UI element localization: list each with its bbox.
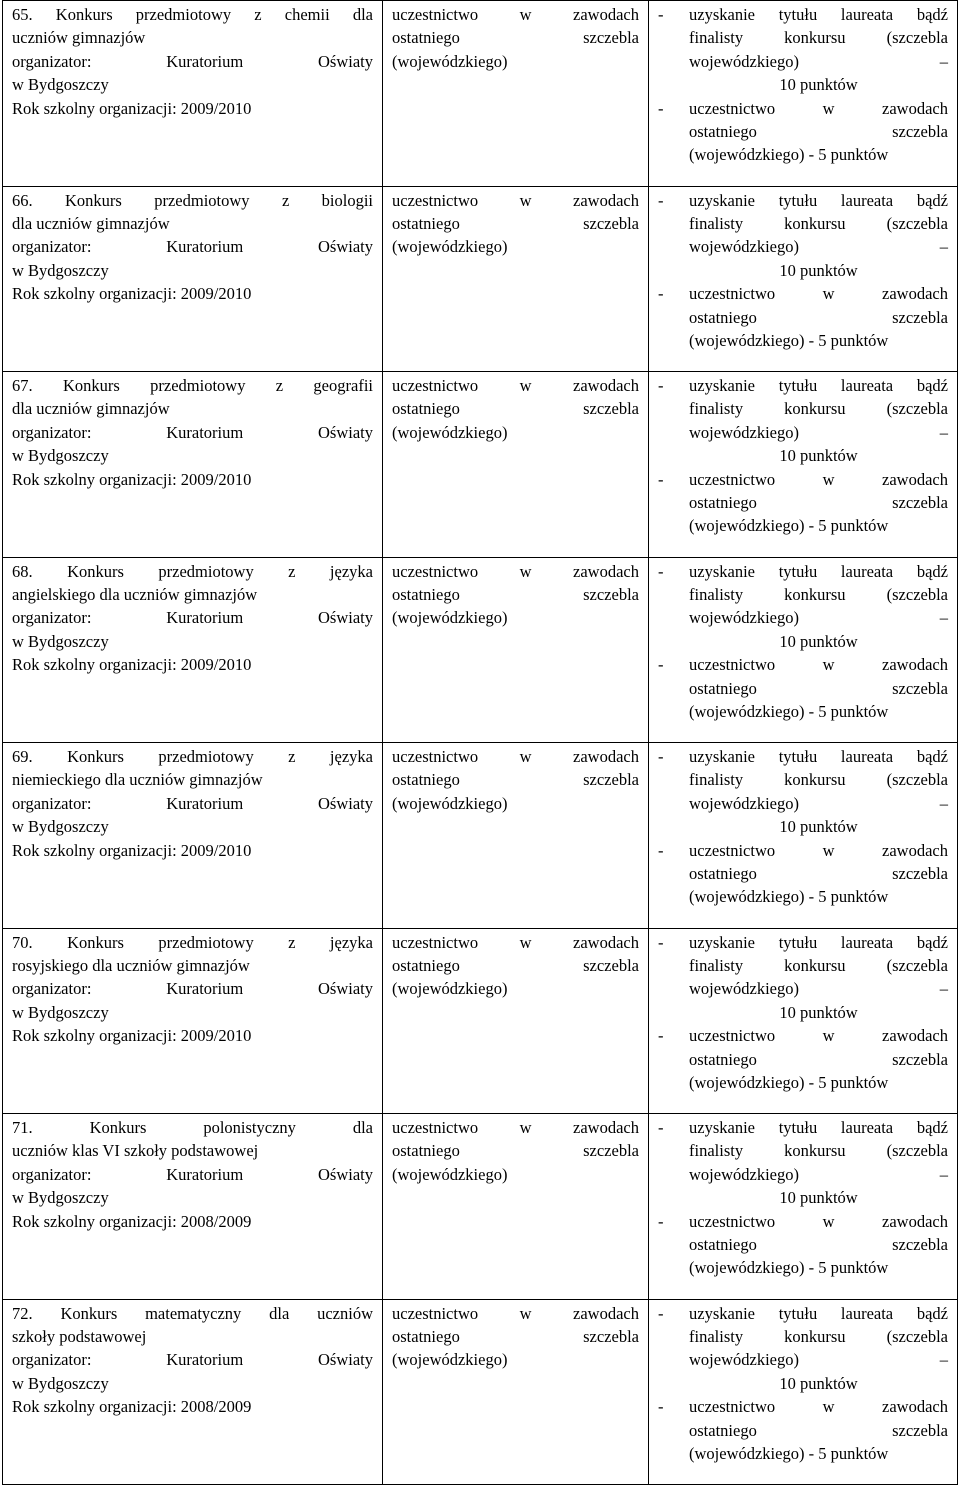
competition-row [3,1114,958,1300]
participation-line-3: (wojewódzkiego) [392,1350,508,1370]
participation-criterion-text [689,653,948,723]
school-year: Rok szkolny organizacji: 2009/2010 [12,469,252,489]
competition-heading-rest: uczniów gimnazjów [12,28,146,48]
laureate-criterion-dash: - [658,5,664,24]
participation-criterion-points: (wojewódzkiego) - 5 punktów [689,145,889,165]
competition-row [3,186,958,372]
competition-description-cell [3,557,383,743]
competition-row [3,557,958,743]
laureate-criterion [658,3,948,97]
organizer-city: w Bydgoszczy [12,1002,109,1022]
points-criteria-cell [649,1,958,187]
laureate-criterion-text [689,3,948,97]
competition-description-cell [3,928,383,1114]
participation-criterion-text [689,1210,948,1280]
participation-line-3: (wojewódzkiego) [392,51,508,71]
competition-description-cell [3,372,383,558]
school-year: Rok szkolny organizacji: 2009/2010 [12,1026,252,1046]
participation-requirement-cell [383,928,649,1114]
laureate-line-3: wojewódzkiego) – [689,1350,948,1370]
participation-line-2: ostatniego szczebla [392,955,639,975]
organizer-label: organizator: Kuratorium Oświaty [12,422,373,442]
participation-criterion-dash: - [658,1397,664,1417]
participation-criterion-line-2: ostatniego szczebla [689,864,948,884]
organizer-city: w Bydgoszczy [12,75,109,95]
participation-criterion-text [689,282,948,352]
laureate-line-3: wojewódzkiego) – [689,51,948,71]
competition-heading-rest: angielskiego dla uczniów gimnazjów [12,584,258,604]
participation-line-1: uczestnictwo w zawodach [392,747,639,766]
competition-heading-start: 71. Konkurs polonistyczny dla [12,1118,373,1137]
participation-line-3: (wojewódzkiego) [392,237,508,257]
participation-criterion-text [689,468,948,538]
laureate-criterion [658,931,948,1025]
laureate-criterion-text [689,560,948,654]
laureate-line-3: wojewódzkiego) – [689,793,948,813]
competition-heading-start: 66. Konkurs przedmiotowy z biologii [12,190,373,210]
laureate-criterion-dash: - [658,376,664,395]
organizer-label: organizator: Kuratorium Oświaty [12,793,373,813]
competition-heading-rest: rosyjskiego dla uczniów gimnazjów [12,955,250,975]
organizer-label: organizator: Kuratorium Oświaty [12,1350,373,1370]
participation-requirement-cell [383,1299,649,1485]
competitions-table [2,0,958,1485]
participation-line-2: ostatniego szczebla [392,770,639,790]
competition-heading-rest: dla uczniów gimnazjów [12,213,170,233]
participation-criterion-line-1: uczestnictwo w zawodach [689,469,948,489]
participation-criterion-points: (wojewódzkiego) - 5 punktów [689,1258,889,1278]
participation-criterion [658,1024,948,1094]
competition-row [3,928,958,1114]
participation-line-3: (wojewódzkiego) [392,793,508,813]
competitions-table-body [3,1,958,1485]
school-year: Rok szkolny organizacji: 2009/2010 [12,840,252,860]
points-criteria-cell [649,1299,958,1485]
participation-criterion-dash: - [658,1211,664,1231]
competition-heading-start: 70. Konkurs przedmiotowy z języka [12,932,373,952]
participation-criterion-dash: - [658,284,664,304]
laureate-line-2: finalisty konkursu (szczebla [689,399,948,419]
laureate-criterion-dash: - [658,190,664,210]
laureate-line-2: finalisty konkursu (szczebla [689,28,948,48]
school-year: Rok szkolny organizacji: 2009/2010 [12,655,252,675]
participation-criterion-points: (wojewódzkiego) - 5 punktów [689,701,889,721]
competition-heading-start: 68. Konkurs przedmiotowy z języka [12,561,373,581]
participation-criterion-dash: - [658,840,664,860]
participation-criterion-points: (wojewódzkiego) - 5 punktów [689,1072,889,1092]
competition-description-cell [3,1,383,187]
organizer-label: organizator: Kuratorium Oświaty [12,979,373,999]
laureate-criterion [658,374,948,468]
laureate-points: 10 punktów [779,1002,858,1022]
participation-requirement-cell [383,1114,649,1300]
participation-criterion-line-2: ostatniego szczebla [689,1420,948,1440]
participation-criterion-text [689,1395,948,1465]
laureate-line-1: uzyskanie tytułu laureata bądź [689,1303,948,1323]
laureate-criterion-text [689,189,948,283]
participation-criterion-points: (wojewódzkiego) - 5 punktów [689,1443,889,1463]
competition-description-cell [3,743,383,929]
laureate-points: 10 punktów [779,446,858,466]
laureate-points: 10 punktów [779,260,858,280]
points-criteria-cell [649,928,958,1114]
competition-row [3,372,958,558]
participation-requirement-cell [383,1,649,187]
participation-criterion-line-1: uczestnictwo w zawodach [689,840,948,860]
participation-criterion-line-2: ostatniego szczebla [689,678,948,698]
laureate-criterion-dash: - [658,561,664,581]
laureate-line-2: finalisty konkursu (szczebla [689,770,948,790]
participation-line-1: uczestnictwo w zawodach [392,561,639,581]
competition-heading-rest: dla uczniów gimnazjów [12,399,170,419]
participation-criterion-points: (wojewódzkiego) - 5 punktów [689,887,889,907]
participation-requirement-cell [383,372,649,558]
laureate-points: 10 punktów [779,1373,858,1393]
competition-description-cell [3,1114,383,1300]
participation-criterion-line-2: ostatniego szczebla [689,307,948,327]
participation-line-3: (wojewódzkiego) [392,422,508,442]
participation-line-1: uczestnictwo w zawodach [392,1118,639,1137]
laureate-criterion [658,1302,948,1396]
laureate-criterion [658,560,948,654]
participation-requirement-cell [383,186,649,372]
points-criteria-cell [649,557,958,743]
laureate-criterion-dash: - [658,747,664,766]
laureate-criterion-dash: - [658,1303,664,1323]
laureate-line-1: uzyskanie tytułu laureata bądź [689,561,948,581]
laureate-line-3: wojewódzkiego) – [689,1164,948,1184]
laureate-line-1: uzyskanie tytułu laureata bądź [689,747,948,766]
laureate-line-2: finalisty konkursu (szczebla [689,213,948,233]
laureate-points: 10 punktów [779,631,858,651]
participation-line-1: uczestnictwo w zawodach [392,190,639,210]
participation-criterion [658,468,948,538]
competition-row [3,1,958,187]
participation-criterion-line-2: ostatniego szczebla [689,122,948,142]
laureate-line-1: uzyskanie tytułu laureata bądź [689,5,948,24]
participation-requirement-cell [383,743,649,929]
participation-criterion-line-1: uczestnictwo w zawodach [689,1026,948,1046]
competition-row [3,743,958,929]
competition-description-cell [3,1299,383,1485]
laureate-points: 10 punktów [779,75,858,95]
laureate-criterion-text [689,931,948,1025]
organizer-city: w Bydgoszczy [12,260,109,280]
competition-row [3,1299,958,1485]
participation-requirement-cell [383,557,649,743]
participation-line-2: ostatniego szczebla [392,584,639,604]
laureate-line-3: wojewódzkiego) – [689,608,948,628]
laureate-criterion [658,745,948,839]
laureate-line-1: uzyskanie tytułu laureata bądź [689,190,948,210]
participation-criterion [658,97,948,167]
organizer-city: w Bydgoszczy [12,631,109,651]
laureate-line-2: finalisty konkursu (szczebla [689,1141,948,1161]
competition-heading-rest: szkoły podstawowej [12,1326,147,1346]
competition-heading-start: 69. Konkurs przedmiotowy z języka [12,747,373,766]
laureate-criterion-dash: - [658,1118,664,1137]
participation-criterion-dash: - [658,655,664,675]
points-criteria-cell [649,743,958,929]
laureate-line-2: finalisty konkursu (szczebla [689,955,948,975]
participation-criterion-dash: - [658,98,664,118]
participation-criterion [658,839,948,909]
participation-criterion-text [689,1024,948,1094]
participation-criterion-dash: - [658,1026,664,1046]
participation-line-2: ostatniego szczebla [392,399,639,419]
laureate-criterion-text [689,1302,948,1396]
laureate-line-1: uzyskanie tytułu laureata bądź [689,1118,948,1137]
participation-criterion [658,653,948,723]
organizer-city: w Bydgoszczy [12,1373,109,1393]
points-criteria-cell [649,372,958,558]
participation-criterion-line-1: uczestnictwo w zawodach [689,284,948,304]
participation-line-2: ostatniego szczebla [392,1326,639,1346]
points-criteria-cell [649,1114,958,1300]
participation-criterion-line-2: ostatniego szczebla [689,493,948,513]
laureate-line-2: finalisty konkursu (szczebla [689,584,948,604]
participation-criterion-line-2: ostatniego szczebla [689,1049,948,1069]
participation-criterion [658,1395,948,1465]
participation-line-1: uczestnictwo w zawodach [392,932,639,952]
competition-description-cell [3,186,383,372]
laureate-criterion-text [689,745,948,839]
participation-criterion [658,282,948,352]
competition-heading-start: 65. Konkurs przedmiotowy z chemii dla [12,5,373,24]
participation-criterion-points: (wojewódzkiego) - 5 punktów [689,516,889,536]
laureate-line-3: wojewódzkiego) – [689,422,948,442]
participation-line-2: ostatniego szczebla [392,28,639,48]
laureate-points: 10 punktów [779,817,858,837]
laureate-criterion [658,1116,948,1210]
organizer-label: organizator: Kuratorium Oświaty [12,1164,373,1184]
school-year: Rok szkolny organizacji: 2008/2009 [12,1397,252,1417]
laureate-line-3: wojewódzkiego) – [689,979,948,999]
participation-criterion-line-1: uczestnictwo w zawodach [689,98,948,118]
participation-criterion-text [689,839,948,909]
participation-criterion-text [689,97,948,167]
organizer-city: w Bydgoszczy [12,446,109,466]
school-year: Rok szkolny organizacji: 2009/2010 [12,98,252,118]
points-criteria-cell [649,186,958,372]
participation-line-3: (wojewódzkiego) [392,979,508,999]
school-year: Rok szkolny organizacji: 2008/2009 [12,1211,252,1231]
competition-heading-rest: niemieckiego dla uczniów gimnazjów [12,770,263,790]
organizer-city: w Bydgoszczy [12,817,109,837]
participation-line-2: ostatniego szczebla [392,213,639,233]
participation-criterion-line-1: uczestnictwo w zawodach [689,655,948,675]
participation-criterion-points: (wojewódzkiego) - 5 punktów [689,330,889,350]
competition-heading-start: 72. Konkurs matematyczny dla uczniów [12,1303,373,1323]
organizer-label: organizator: Kuratorium Oświaty [12,608,373,628]
participation-criterion [658,1210,948,1280]
laureate-line-2: finalisty konkursu (szczebla [689,1326,948,1346]
organizer-label: organizator: Kuratorium Oświaty [12,237,373,257]
participation-line-3: (wojewódzkiego) [392,608,508,628]
participation-line-1: uczestnictwo w zawodach [392,5,639,24]
laureate-line-1: uzyskanie tytułu laureata bądź [689,932,948,952]
competition-heading-rest: uczniów klas VI szkoły podstawowej [12,1141,259,1161]
participation-criterion-dash: - [658,469,664,489]
competition-heading-start: 67. Konkurs przedmiotowy z geografii [12,376,373,395]
participation-line-2: ostatniego szczebla [392,1141,639,1161]
laureate-criterion-text [689,1116,948,1210]
organizer-label: organizator: Kuratorium Oświaty [12,51,373,71]
laureate-line-3: wojewódzkiego) – [689,237,948,257]
school-year: Rok szkolny organizacji: 2009/2010 [12,284,252,304]
participation-criterion-line-1: uczestnictwo w zawodach [689,1211,948,1231]
laureate-points: 10 punktów [779,1188,858,1208]
laureate-criterion [658,189,948,283]
participation-line-1: uczestnictwo w zawodach [392,1303,639,1323]
participation-criterion-line-1: uczestnictwo w zawodach [689,1397,948,1417]
participation-criterion-line-2: ostatniego szczebla [689,1235,948,1255]
organizer-city: w Bydgoszczy [12,1188,109,1208]
laureate-line-1: uzyskanie tytułu laureata bądź [689,376,948,395]
laureate-criterion-dash: - [658,932,664,952]
participation-line-3: (wojewódzkiego) [392,1164,508,1184]
participation-line-1: uczestnictwo w zawodach [392,376,639,395]
laureate-criterion-text [689,374,948,468]
